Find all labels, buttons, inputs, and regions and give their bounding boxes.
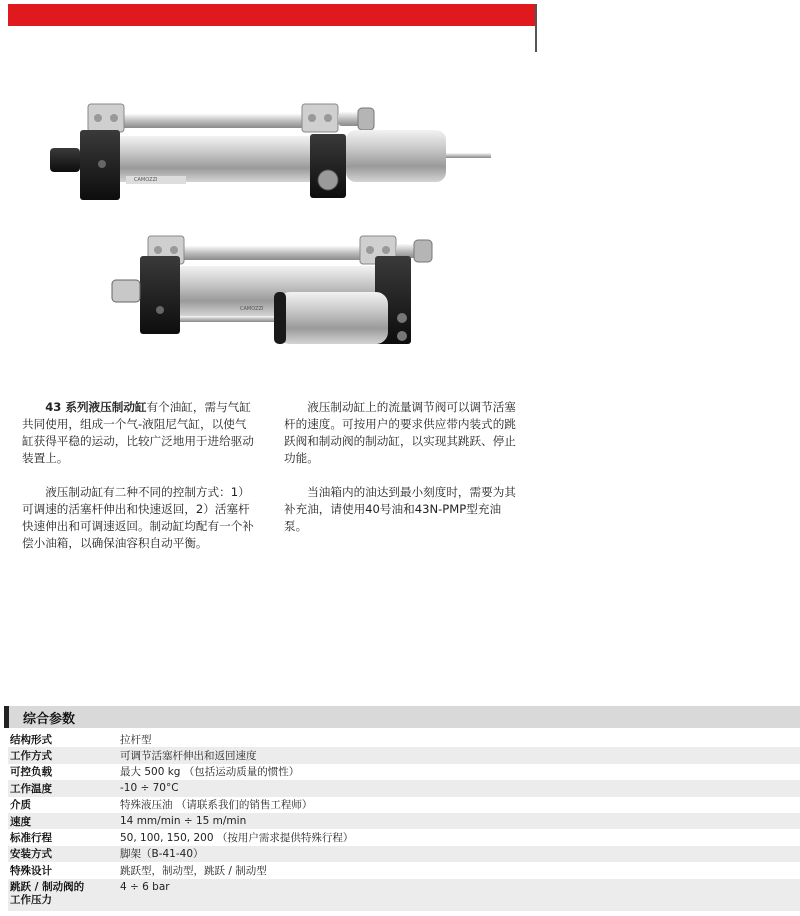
series-name: 43 系列液压制动缸 — [45, 400, 147, 414]
param-key: 工作方式 — [8, 747, 118, 763]
param-key: 工作温度 — [8, 780, 118, 796]
table-row — [8, 747, 800, 763]
table-row — [8, 731, 800, 747]
params-table — [8, 731, 800, 911]
param-key: 安装方式 — [8, 846, 118, 862]
table-row — [8, 780, 800, 796]
param-key: 结构形式 — [10, 733, 52, 746]
svg-text:CAMOZZI: CAMOZZI — [134, 177, 158, 183]
intro-left-column — [22, 399, 258, 569]
param-value: 特殊液压油 （请联系我们的销售工程师） — [120, 799, 313, 812]
lower-cylinder — [112, 236, 432, 344]
product-photo — [20, 60, 535, 385]
param-value: 50, 100, 150, 200 （按用户需求提供特殊行程） — [120, 832, 354, 845]
param-value: 脚架（B-41-40） — [118, 846, 800, 862]
param-value: -10 ÷ 70°C — [118, 780, 800, 796]
table-row — [8, 862, 800, 878]
table-row — [8, 829, 800, 845]
param-key-line-2: 工作压力 — [10, 893, 52, 906]
table-row — [8, 846, 800, 862]
param-key: 介质 — [10, 799, 31, 812]
param-key: 特殊设计 — [10, 864, 52, 877]
param-value: 4 ÷ 6 bar — [118, 879, 800, 911]
param-key-line-1: 跳跃 / 制动阀的 — [10, 880, 85, 893]
intro-paragraph-4: 当油箱内的油达到最小刻度时，需要为其补充油，请使用40号油和43N-PMP型充油泵。 — [284, 485, 516, 533]
param-value: 14 mm/min ÷ 15 m/min — [118, 813, 800, 829]
table-row — [8, 797, 800, 813]
upper-cylinder — [50, 104, 491, 200]
hydraulic-cylinder-image — [20, 60, 535, 385]
intro-paragraph-2: 液压制动缸有二种不同的控制方式：1）可调速的活塞杆伸出和快速返回，2）活塞杆快速伸出和可调速返回。制动缸均配有一个补偿小油箱，以确保油容积自动平衡。 — [22, 485, 254, 550]
params-section-header — [4, 706, 800, 728]
table-row — [8, 879, 800, 911]
param-value: 跳跃型，制动型，跳跃 / 制动型 — [120, 864, 267, 877]
table-row — [8, 813, 800, 829]
param-value: 可调节活塞杆伸出和返回速度 — [118, 747, 800, 763]
param-key — [8, 879, 118, 911]
intro-paragraph-1-text: 有个油缸，需与气缸共同使用，组成一个气-液阻尼气缸，以使气缸获得平稳的运动，比较广泛地用于进给驱动装置上。 — [22, 400, 254, 465]
param-value: 最大 500 kg （包括运动质量的惯性） — [120, 766, 300, 779]
param-key: 标准行程 — [10, 832, 52, 845]
svg-text:CAMOZZI: CAMOZZI — [240, 306, 264, 312]
header-red-bar — [8, 4, 536, 26]
table-row — [8, 764, 800, 780]
intro-paragraph-3: 液压制动缸上的流量调节阀可以调节活塞杆的速度。可按用户的要求供应带内装式的跳跃阀和制动阀的制动缸，以实现其跳跃、停止功能。 — [284, 400, 516, 465]
intro-paragraph-1 — [22, 399, 258, 467]
param-key: 可控负载 — [10, 766, 52, 779]
param-key: 速度 — [8, 813, 118, 829]
intro-right-column — [284, 399, 522, 552]
params-title: 综合参数 — [23, 712, 76, 727]
header-bar-edge — [535, 4, 537, 52]
param-value: 拉杆型 — [120, 733, 152, 746]
